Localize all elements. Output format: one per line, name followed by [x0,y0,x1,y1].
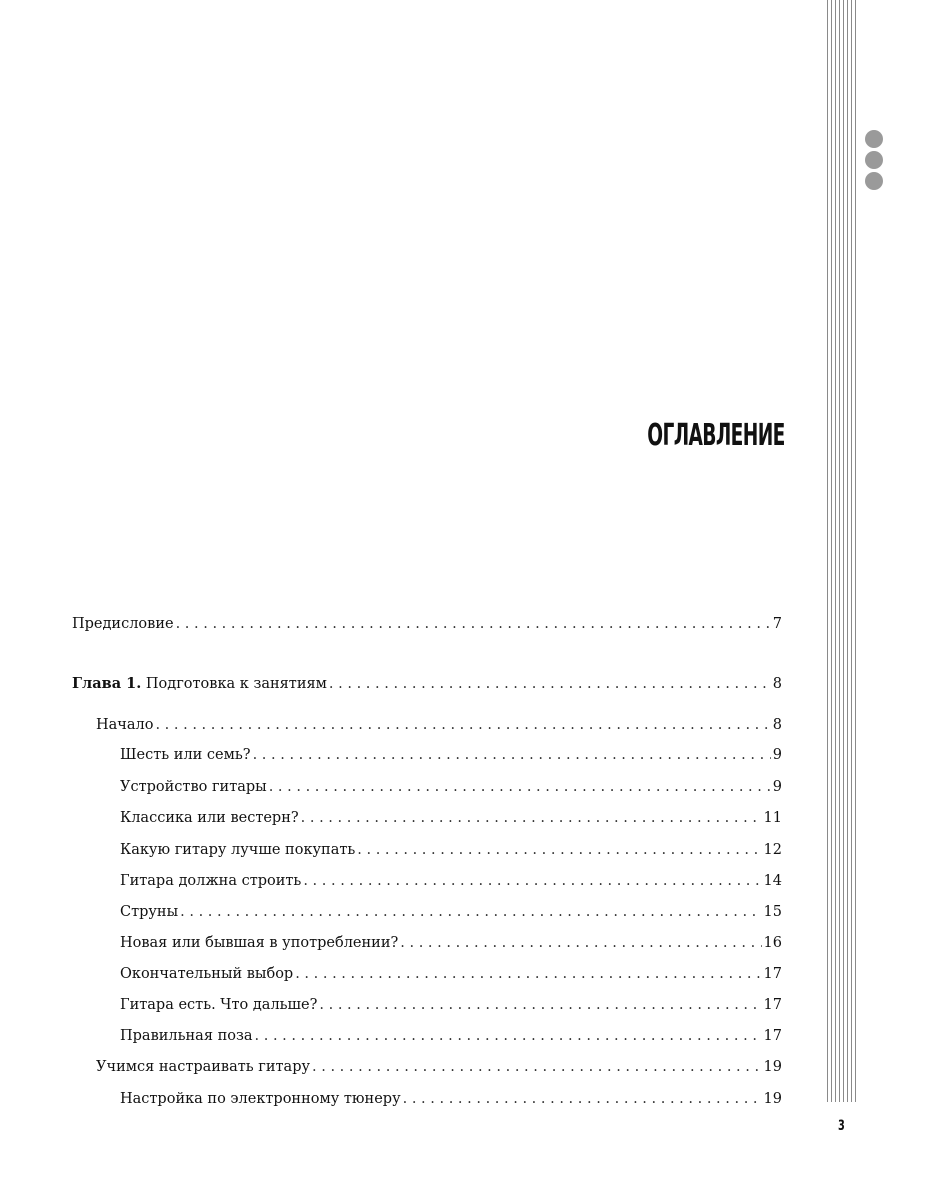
page-number: 3 [838,1118,845,1134]
toc-entry[interactable] [72,745,782,765]
dot-leader [312,1057,762,1077]
dot-leader [155,715,770,735]
circle-icon [865,130,883,148]
toc-entry-preface[interactable] [72,614,782,634]
toc-entry-label: Предисловие [72,616,174,632]
toc-entry-label: Окончательный выбор [120,966,294,982]
toc-entry-page: 14 [763,873,782,889]
chapter-title: Подготовка к занятиям [145,676,327,692]
dot-leader [357,840,761,860]
toc-entry-page: 8 [772,717,782,733]
toc-entry[interactable] [72,1026,782,1046]
dot-leader [303,871,761,891]
toc-entry-label: Начало [96,717,154,733]
toc-entry-page: 17 [763,997,782,1013]
dot-leader [295,964,761,984]
toc-entry-page: 12 [763,842,782,858]
toc-entry[interactable] [72,964,782,984]
toc-entry-page: 9 [772,747,782,763]
toc-entry-page: 15 [763,904,782,920]
toc-entry-page: 11 [763,810,782,826]
dot-leader [400,933,761,953]
toc-entry[interactable] [72,715,782,735]
toc-entry-chapter-1[interactable] [72,674,782,694]
toc-entry-label: Устройство гитары [120,779,267,795]
toc-entry[interactable] [72,871,782,891]
dot-leader [255,1026,762,1046]
toc-entry-page: 17 [763,966,782,982]
dot-leader [269,777,771,797]
toc-entry-label: Шесть или семь? [120,747,251,763]
margin-line-pattern [827,0,857,1102]
toc-entry[interactable] [72,933,782,953]
toc-entry[interactable] [72,995,782,1015]
toc-entry[interactable] [72,840,782,860]
toc-entry[interactable] [72,808,782,828]
toc-entry-page: 9 [772,779,782,795]
toc-entry-page: 19 [763,1091,782,1107]
page-title: ОГЛАВЛЕНИЕ [647,418,785,453]
toc-entry[interactable] [72,902,782,922]
toc-entry[interactable] [72,777,782,797]
toc-entry-label: Какую гитару лучше покупать [120,842,356,858]
dot-leader [329,674,771,694]
dot-leader [301,808,762,828]
chapter-prefix: Глава 1. [72,675,142,692]
toc-entry-label: Настройка по электронному тюнеру [120,1091,401,1107]
circle-icon [865,151,883,169]
toc-entry-page: 17 [763,1028,782,1044]
margin-dots-decoration [865,130,885,193]
toc-entry-label [72,674,327,694]
dot-leader [253,745,771,765]
dot-leader [403,1089,762,1109]
toc-entry-page: 16 [763,935,782,951]
toc-entry-page: 7 [772,616,782,632]
toc-entry-page: 8 [772,676,782,692]
toc-entry-label: Гитара должна строить [120,873,302,889]
toc-entry-label: Струны [120,904,179,920]
toc-entry-label: Новая или бывшая в употреблении? [120,935,399,951]
circle-icon [865,172,883,190]
toc-entry-label: Правильная поза [120,1028,253,1044]
toc-entry-label: Учимся настраивать гитару [96,1059,311,1075]
dot-leader [180,902,761,922]
toc-entry-page: 19 [763,1059,782,1075]
dot-leader [176,614,771,634]
dot-leader [319,995,761,1015]
toc-entry-label: Классика или вестерн? [120,810,299,826]
toc-entry[interactable] [72,1089,782,1109]
toc-entry[interactable] [72,1057,782,1077]
toc-entry-label: Гитара есть. Что дальше? [120,997,318,1013]
